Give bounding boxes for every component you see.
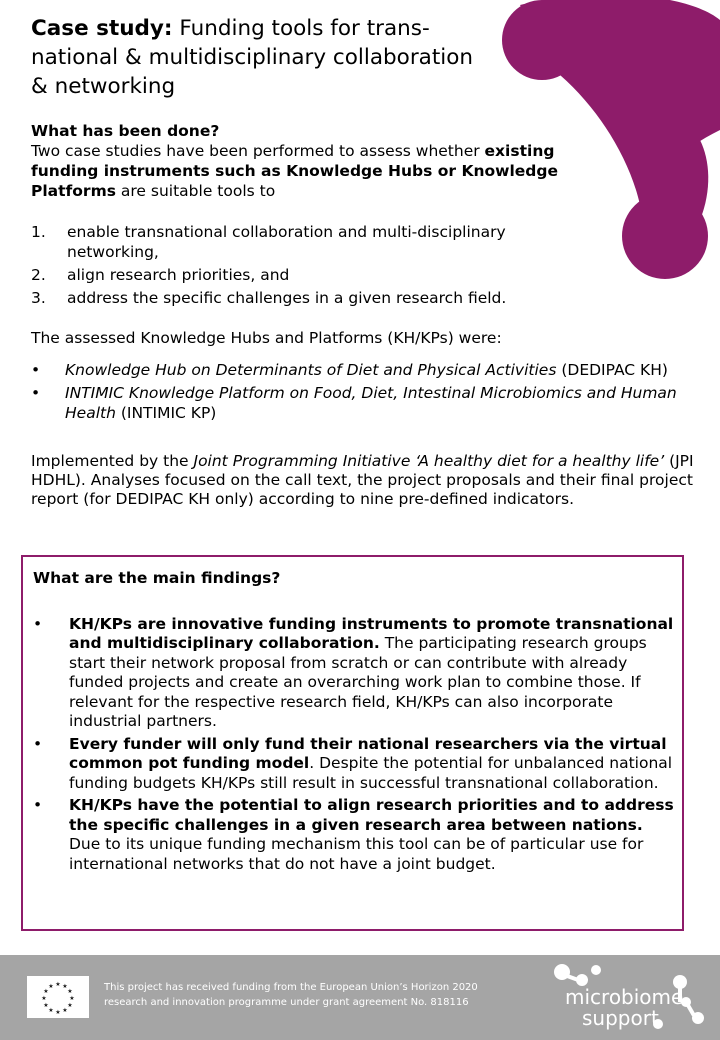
list-item: 3. address the specific challenges in a given research field. bbox=[31, 289, 507, 307]
svg-text:★: ★ bbox=[43, 1002, 49, 1009]
svg-text:★: ★ bbox=[62, 983, 68, 990]
svg-text:★: ★ bbox=[69, 995, 75, 1002]
findings-box bbox=[21, 555, 684, 931]
bullet-list bbox=[31, 360, 711, 426]
svg-text:★: ★ bbox=[41, 995, 47, 1002]
svg-text:★: ★ bbox=[67, 1002, 73, 1009]
svg-text:★: ★ bbox=[48, 1007, 54, 1014]
list-item: 1. enable transnational collaboration and multi-disciplinary networking, bbox=[31, 223, 506, 261]
numbered-list bbox=[31, 222, 551, 311]
list-item: • Every funder will only fund their national researchers via the virtual common pot funding model. Despite the potential for unbalanced national funding budgets KH/KPs still result in successful transnational collaboration. bbox=[33, 734, 673, 792]
funding-acknowledgement: This project has received funding from the European Union’s Horizon 2020 research and innovation programme under grant agreement No. 818116 bbox=[104, 982, 478, 1008]
findings-heading: What are the main findings? bbox=[33, 569, 281, 587]
eu-flag-icon bbox=[27, 976, 89, 1018]
list-item: • Knowledge Hub on Determinants of Diet and Physical Activities (DEDIPAC KH) bbox=[31, 361, 668, 379]
findings-list bbox=[33, 615, 674, 875]
logo-text-microbiome: microbiome bbox=[565, 985, 684, 1009]
footer bbox=[0, 955, 720, 1040]
list-item: 2. align research priorities, and bbox=[31, 266, 290, 284]
implementation-paragraph: Implemented by the Joint Programming Initiative ‘A healthy diet for a healthy life’ (JPI HDHL). Analyses focused on the call text, the project proposals and their final project report (for DEDIPAC KH only) according to nine pre-defined indicators. bbox=[31, 452, 694, 508]
svg-text:★: ★ bbox=[43, 988, 49, 995]
svg-text:★: ★ bbox=[67, 988, 73, 995]
list-item: • KH/KPs are innovative funding instruments to promote transnational and multidisciplinary collaboration. The participating research groups start their network proposal from scratch or can contribute with already funded projects and create an overarching work plan to combine those. If relevant for the respective research field, KH/KPs can also incorporate industrial partners. bbox=[33, 614, 674, 730]
logo-text-support: support bbox=[582, 1006, 659, 1030]
svg-text:★: ★ bbox=[48, 983, 54, 990]
page-title: Case study: Funding tools for trans-national & multidisciplinary collaboration & networking bbox=[31, 16, 474, 99]
intro-paragraph: Two case studies have been performed to assess whether existing funding instruments such as Knowledge Hubs or Knowledge Platforms are suitable tools to bbox=[31, 142, 558, 200]
svg-text:★: ★ bbox=[62, 1007, 68, 1014]
what-has-been-done-section bbox=[31, 121, 601, 201]
list-item: • INTIMIC Knowledge Platform on Food, Diet, Intestinal Microbiomics and Human Health (INTIMIC KP) bbox=[31, 384, 677, 422]
svg-text:★: ★ bbox=[55, 981, 61, 988]
svg-text:★: ★ bbox=[55, 1009, 61, 1016]
list-item: • KH/KPs have the potential to align research priorities and to address the specific challenges in a given research area between nations. Due to its unique funding mechanism this tool can be of particular use for international networks that do not have a joint budget. bbox=[33, 796, 674, 873]
assessed-intro: The assessed Knowledge Hubs and Platforms (KH/KPs) were: bbox=[31, 329, 502, 347]
section-heading: What has been done? bbox=[31, 122, 220, 140]
